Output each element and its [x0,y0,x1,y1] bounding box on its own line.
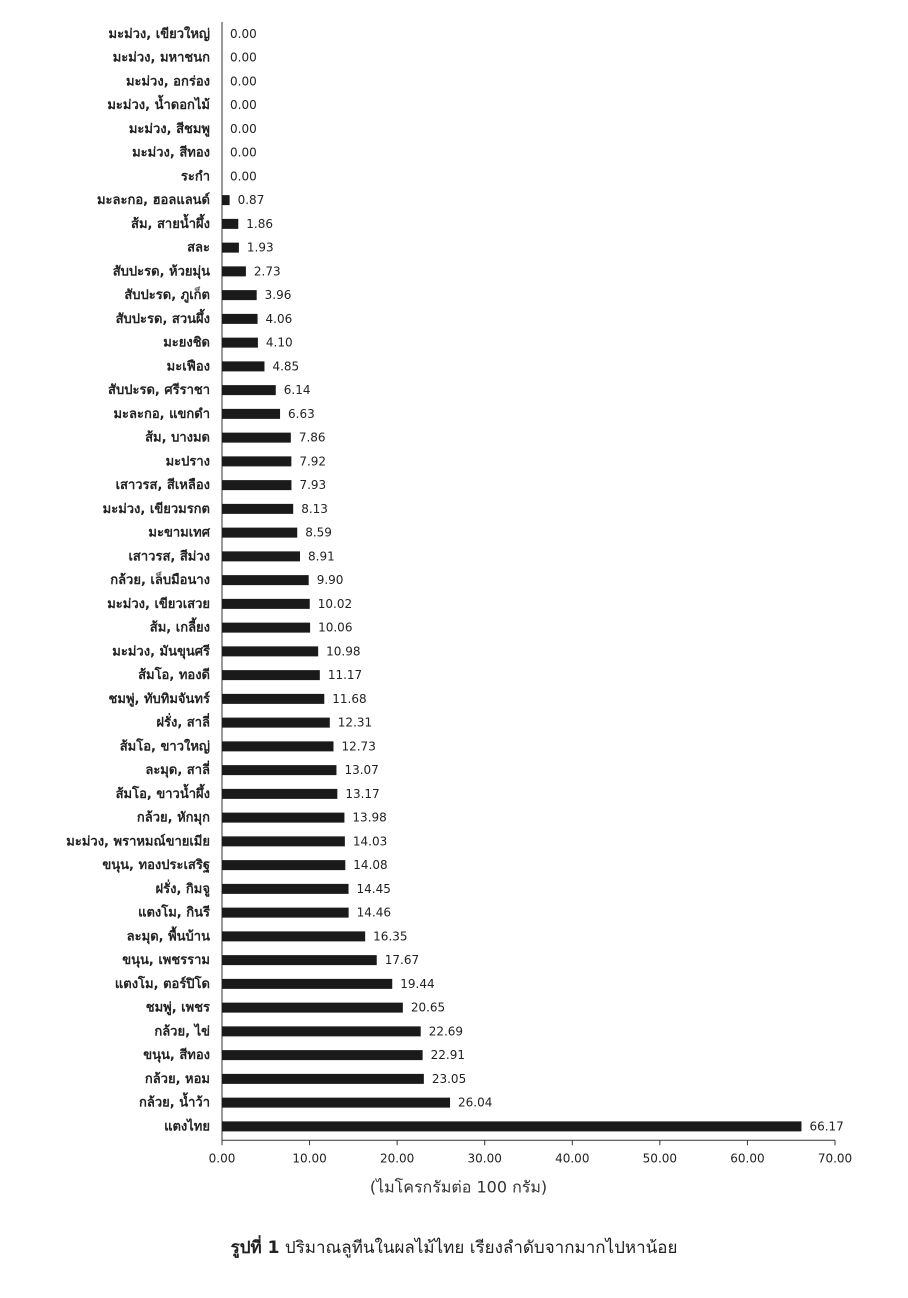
bar [222,741,333,751]
bar [222,599,310,609]
category-label: มะม่วง, มันขุนศรี [112,644,210,660]
bar [222,1098,450,1108]
category-label: สับปะรด, สวนผึ้ง [115,311,210,327]
category-label: ขนุน, สีทอง [143,1048,210,1064]
data-label: 2.73 [253,264,281,279]
category-label: กล้วย, ไข่ [154,1024,210,1040]
category-label: ส้ม, สายน้ำผึ้ง [131,216,210,232]
bar [222,195,230,205]
x-tick-label: 60.00 [730,1151,765,1166]
data-label: 7.92 [299,454,327,469]
bar [222,433,291,443]
caption-text: ปริมาณลูทีนในผลไม้ไทย เรียงลำดับจากมากไปหาน้อย [279,1238,678,1258]
category-label: สับปะรด, ศรีราชา [108,383,210,399]
bar [222,243,239,253]
bar [222,789,337,799]
data-label: 4.10 [265,335,293,350]
data-label: 12.73 [341,739,376,754]
bar [222,290,257,300]
category-label: มะม่วง, สีทอง [132,145,210,161]
category-label: กล้วย, หอม [144,1071,210,1087]
data-label: 13.07 [344,763,379,778]
category-label: ละมุด, สาลี่ [145,763,210,779]
category-label: สละ [187,240,210,256]
category-label: มะละกอ, แขกดำ [113,406,210,422]
category-label: ชมพู่, เพชร [145,1000,210,1016]
data-label: 11.68 [332,691,367,706]
bar [222,860,345,870]
data-label: 26.04 [458,1095,493,1110]
data-label: 1.86 [246,216,274,231]
data-label: 16.35 [373,929,408,944]
data-label: 4.85 [272,359,300,374]
bar [222,266,246,276]
data-label: 8.59 [305,525,332,540]
data-label: 0.00 [230,74,257,89]
data-label: 9.90 [316,573,344,588]
bar [222,813,344,823]
bar [222,1121,801,1131]
bar [222,623,310,633]
x-tick-label: 30.00 [467,1151,502,1166]
bar [222,670,320,680]
category-label: มะม่วง, เขียวใหญ่ [108,26,210,42]
category-label: มะม่วง, น้ำดอกไม้ [107,98,210,114]
data-label: 20.65 [410,1000,446,1015]
bar [222,979,392,989]
data-label: 8.91 [308,549,335,564]
bar [222,219,238,229]
category-label: มะม่วง, เขียวเสวย [107,596,210,612]
x-tick-label: 10.00 [292,1151,327,1166]
data-label: 1.93 [246,240,274,255]
bar [222,456,291,466]
data-label: 0.87 [237,193,265,208]
bar [222,718,330,728]
data-label: 14.46 [356,905,391,920]
data-label: 0.00 [230,98,257,113]
data-label: 6.14 [283,383,311,398]
category-label: มะม่วง, เขียวมรกต [102,501,210,517]
category-label: มะยงชิด [163,335,210,351]
data-label: 0.00 [230,26,257,41]
category-label: ส้ม, บางมด [145,430,210,446]
data-label: 3.96 [264,288,292,303]
category-label: มะม่วง, สีชมพู [128,121,210,137]
bar [222,1074,424,1084]
category-label: มะม่วง, อกร่อง [125,74,210,90]
data-label: 4.06 [265,311,293,326]
x-tick-label: 40.00 [555,1151,590,1166]
data-label: 12.31 [337,715,373,730]
x-tick-label: 50.00 [642,1151,678,1166]
bar [222,884,349,894]
category-label: ส้มโอ, ขาวน้ำผึ้ง [115,786,210,802]
category-label: มะขามเทศ [148,525,210,541]
data-label: 19.44 [400,976,435,991]
bar [222,955,377,965]
category-label: ส้ม, เกลี้ยง [149,620,210,636]
bar [222,1026,421,1036]
bar [222,765,336,775]
bar [222,836,345,846]
data-label: 13.17 [345,786,380,801]
data-label: 22.91 [430,1048,465,1063]
bar [222,338,258,348]
x-axis-title: (ไมโครกรัมต่อ 100 กรัม) [369,1177,548,1197]
category-label: แตงโม, กินรี [138,905,210,921]
bar [222,575,309,585]
bar [222,504,293,514]
category-label: ฝรั่ง, กิมจู [155,881,210,897]
x-tick-label: 20.00 [379,1151,415,1166]
data-label: 10.02 [317,596,353,611]
data-label: 8.13 [301,501,328,516]
data-label: 0.00 [230,121,257,136]
caption-prefix: รูปที่ 1 [230,1238,280,1258]
category-label: สับปะรด, ห้วยมุ่น [112,264,210,280]
bar [222,528,297,538]
category-label: ขนุน, ทองประเสริฐ [102,858,210,874]
data-label: 14.45 [356,881,391,896]
bar [222,480,291,490]
data-label: 10.98 [326,644,361,659]
category-label: มะม่วง, พราหมณ์ขายเมีย [66,834,210,850]
bar [222,694,324,704]
category-label: แตงโม, ตอร์ปิโด [114,976,210,992]
category-label: เสาวรส, สีม่วง [128,549,210,565]
bar [222,1050,423,1060]
bar [222,646,318,656]
x-tick-label: 0.00 [208,1151,236,1166]
category-label: ละมุด, พื้นบ้าน [126,929,210,945]
category-label: กล้วย, น้ำว้า [138,1095,210,1111]
x-tick-label: 70.00 [817,1151,853,1166]
data-label: 10.06 [318,620,353,635]
category-label: สับปะรด, ภูเก็ต [124,288,210,304]
bar [222,361,264,371]
data-label: 11.17 [327,668,363,683]
category-label: ขนุน, เพชรราม [122,953,210,969]
category-label: มะละกอ, ฮอลแลนด์ [96,193,210,209]
category-label: มะม่วง, มหาชนก [112,50,210,66]
data-label: 7.93 [299,478,327,493]
data-label: 6.63 [288,406,315,421]
data-label: 17.67 [384,953,420,968]
category-label: แตงไทย [164,1119,210,1135]
data-label: 14.08 [353,858,388,873]
data-label: 7.86 [298,430,326,445]
data-label: 14.03 [352,834,388,849]
data-label: 66.17 [809,1119,844,1134]
category-label: ส้มโอ, ขาวใหญ่ [119,739,210,755]
category-label: ระกำ [180,169,210,185]
data-label: 13.98 [352,810,387,825]
category-label: ฝรั่ง, สาลี่ [156,715,210,731]
data-label: 0.00 [230,169,257,184]
category-label: มะเฟือง [166,359,210,375]
bar [222,385,276,395]
data-label: 0.00 [230,50,257,65]
bar [222,409,280,419]
category-label: มะปราง [165,454,210,470]
bar [222,931,365,941]
category-label: เสาวรส, สีเหลือง [115,478,210,494]
data-label: 22.69 [428,1024,464,1039]
bar [222,314,258,324]
category-label: กล้วย, หักมุก [136,810,210,826]
figure-caption [0,1234,908,1261]
category-label: ชมพู่, ทับทิมจันทร์ [108,691,210,707]
bar [222,908,349,918]
data-label: 0.00 [230,145,257,160]
category-label: กล้วย, เล็บมือนาง [110,573,210,589]
bar [222,1003,403,1013]
bar [222,551,300,561]
category-label: ส้มโอ, ทองดี [138,668,210,684]
data-label: 23.05 [431,1071,467,1086]
